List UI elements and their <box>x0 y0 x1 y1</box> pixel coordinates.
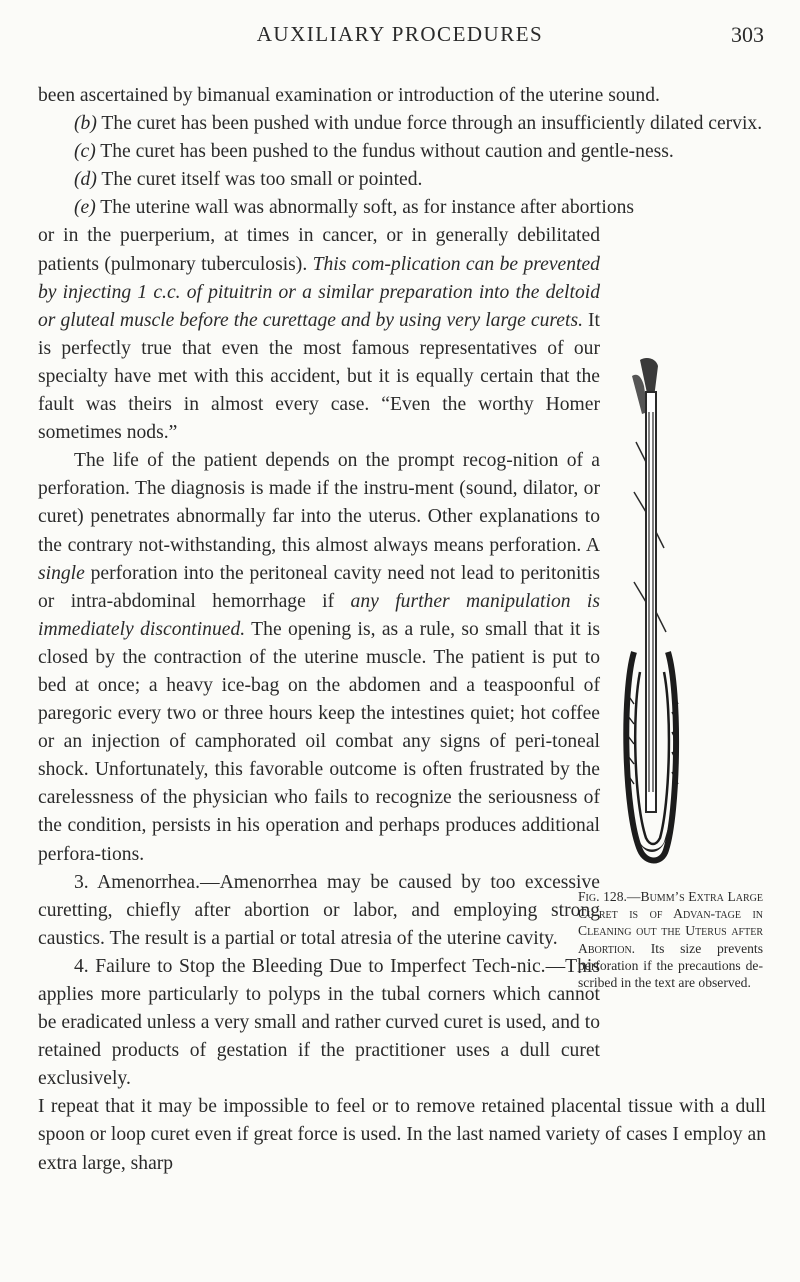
caption-head: Fig. 128.—Bumm’s Extra Large Cu-ret is of Advan-tage in Cleaning out the Uterus after Abortion. <box>578 889 763 956</box>
page-header <box>36 22 764 56</box>
item-label: (c) <box>74 141 96 163</box>
caption-body: Its size prevents perforation if the precautions de-scribed in the text are observed. <box>578 940 763 991</box>
text-run: 3. Amenorrhea.—Amenorrhea may be caused by too excessive curetting, chiefly after abortion or labor, and employing strong caustics. The result is a partial or total atresia of the uterine cavity. <box>38 871 600 949</box>
page-number: 303 <box>731 22 764 47</box>
paragraph-amenorrhea <box>38 869 600 953</box>
curet-illustration-icon <box>612 352 692 872</box>
paragraph-continuation <box>38 82 766 110</box>
text-run: The opening is, as a rule, so small that it is closed by the contraction of the uterine muscle. The patient is put to bed at once; a heavy ice-bag on the abdomen and a teaspoonful of paregoric every two or three hours keep the intestines quiet; hot coffee or an injection of camphorated oil combat any signs of peri-toneal shock. Unfortunately, this favorable outcome is often frustrated by the carelessness of the physician who fails to recognize the seriousness of the condition, persists in his operation and perhaps produces additional perfora-tions. <box>38 618 601 865</box>
running-head: AUXILIARY PROCEDURES <box>256 22 544 46</box>
item-text: The curet has been pushed to the fundus without caution and gentle-ness. <box>95 141 674 163</box>
text-run: The life of the patient depends on the prompt recog-nition of a perforation. The diagnosis is made if the instru-ment (sound, dilator, or curet) penetrates abnormally far into the uterus. Other explanations to the contrary not-withstanding, this almost always means perforation. A <box>38 450 600 556</box>
paragraph-perforation <box>38 447 600 868</box>
text-run: 4. Failure to Stop the Bleeding Due to Imperfect Tech-nic.—This applies more particularly to polyps in the tubal corners which cannot be eradicated unless a very small and rather curved curet is used, and to retained products of gestation if the practitioner uses a dull curet exclusively. <box>38 955 600 1090</box>
italic-run: any further manipulation is immediately discontinued. <box>38 590 600 640</box>
italic-run: single <box>38 562 85 584</box>
figure-caption <box>578 888 763 991</box>
list-item-e-continued <box>38 222 600 447</box>
list-item-d <box>38 166 766 194</box>
item-label: (d) <box>74 169 97 191</box>
item-label: (e) <box>74 197 96 219</box>
italic-run: This com-plication can be prevented by injecting 1 c.c. of pituitrin or a similar preparation into the deltoid or gluteal muscle before the curettage and by using very large curets. <box>38 253 600 331</box>
paragraph-failure-to-stop-bleeding <box>38 953 600 1093</box>
list-item-b <box>38 110 766 138</box>
paragraph-continuation-bottom <box>38 1093 766 1177</box>
item-text: The uterine wall was abnormally soft, as for instance after abortions <box>95 197 635 219</box>
text-run: I repeat that it may be impossible to feel or to remove retained placental tissue with a dull spoon or loop curet even if great force is used. In the last named variety of cases I employ an extra large, sharp <box>38 1096 766 1174</box>
text-run: or in the puerperium, at times in cancer, or in generally debilitated patients (pulmonary tuberculosis). <box>38 225 600 275</box>
item-text: The curet itself was too small or pointed. <box>96 169 423 191</box>
list-item-c <box>38 138 766 166</box>
text-run: It is perfectly true that even the most famous representatives of our specialty have met with this accident, but it is equally certain that the fault was theirs in almost every case. “Even the worthy Homer sometimes nods.” <box>38 309 600 444</box>
text-run: perforation into the peritoneal cavity need not lead to peritonitis or intra-abdominal hemorrhage if <box>38 562 600 612</box>
list-item-e <box>38 194 766 222</box>
text-run: been ascertained by bimanual examination or introduction of the uterine sound. <box>38 85 660 106</box>
item-label: (b) <box>74 113 97 135</box>
item-text: The curet has been pushed with undue force through an insufficiently dilated cervix. <box>96 113 763 135</box>
